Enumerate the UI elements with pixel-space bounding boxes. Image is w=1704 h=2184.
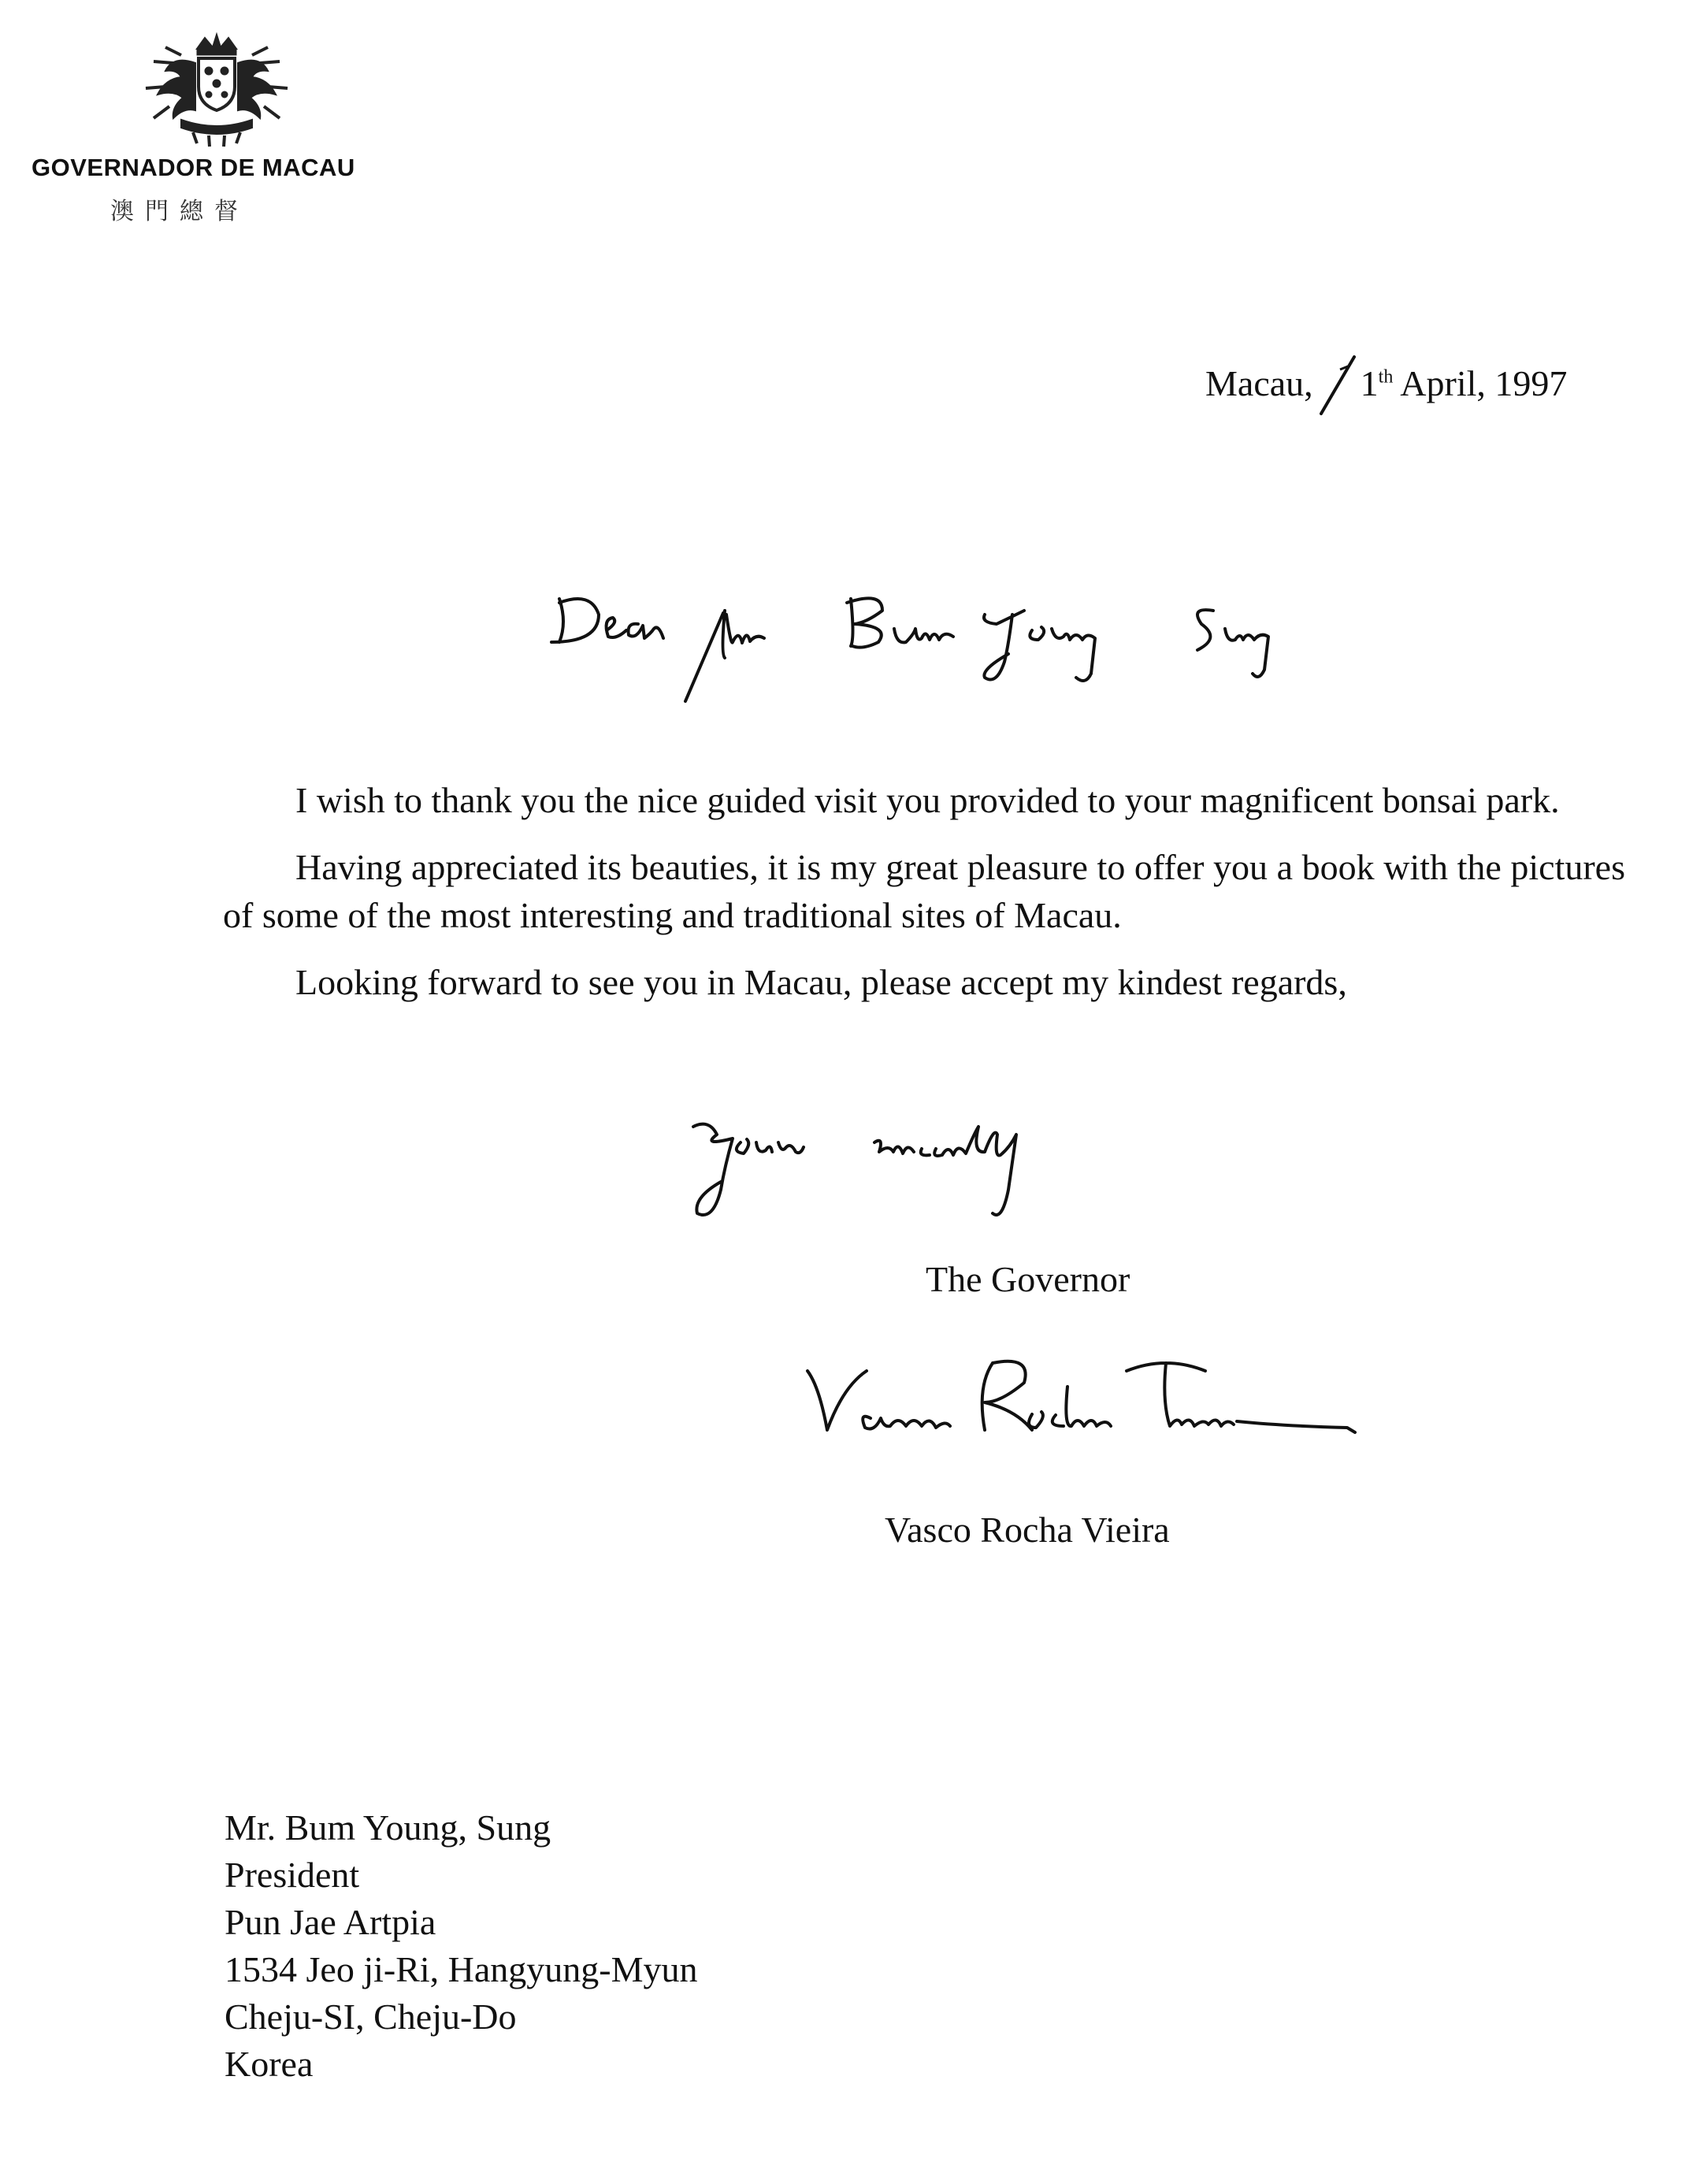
letter-body (223, 776, 1625, 1025)
date-day-handwritten (1313, 371, 1361, 403)
address-line: 1534 Jeo ji-Ri, Hangyung-Myun (225, 1949, 698, 1989)
organization-name: GOVERNADOR DE MACAU (32, 154, 355, 181)
recipient-address (225, 1804, 698, 2088)
address-line: Cheju-SI, Cheju-Do (225, 1996, 517, 2037)
body-paragraph: Having appreciated its beauties, it is my great pleasure to offer you a book with the pictures of some of the most interesting and traditional sites of Macau. (223, 847, 1625, 935)
body-paragraph: I wish to thank you the nice guided visit you provided to your magnificent bonsai park. (295, 780, 1560, 820)
address-line: Korea (225, 2044, 314, 2084)
address-line: Pun Jae Artpia (225, 1902, 436, 1942)
date-month-year: April, 1997 (1400, 363, 1568, 403)
letterhead (24, 24, 402, 225)
date-day: 1 (1360, 363, 1379, 403)
date-place: Macau, (1205, 363, 1313, 403)
address-line: President (225, 1855, 360, 1895)
body-paragraph: Looking forward to see you in Macau, please accept my kindest regards, (295, 962, 1347, 1002)
handwritten-closing (685, 1103, 1158, 1245)
address-line: Mr. Bum Young, Sung (225, 1807, 551, 1848)
organization-name-chinese: 澳門總督 (110, 198, 249, 225)
letter-date (1205, 362, 1567, 404)
handwritten-signature (796, 1339, 1363, 1465)
handwritten-salutation (544, 567, 1371, 709)
signer-title: The Governor (926, 1259, 1130, 1299)
date-day-suffix: th (1378, 366, 1394, 388)
coat-of-arms-icon (134, 32, 299, 150)
signer-name: Vasco Rocha Vieira (885, 1510, 1170, 1550)
